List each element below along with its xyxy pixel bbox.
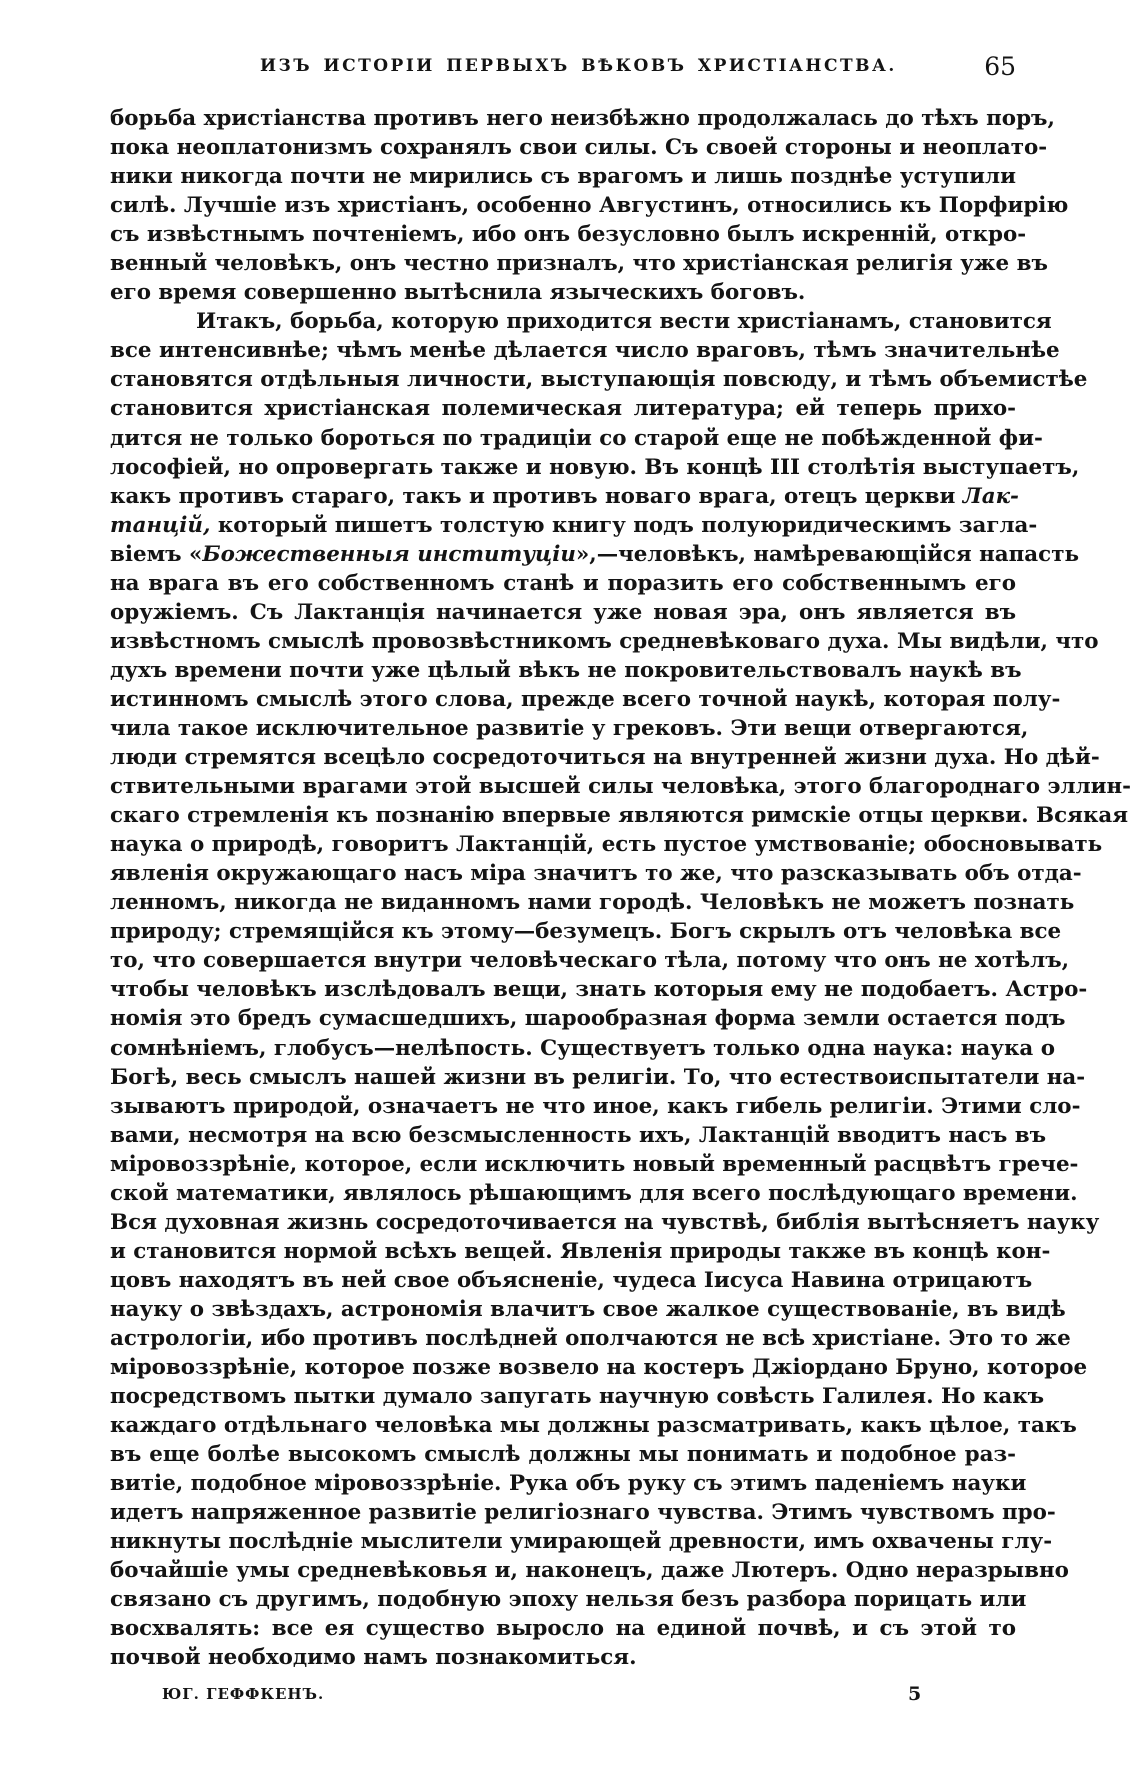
text-line: извѣстномъ смыслѣ провозвѣстникомъ средневѣковаго духа. Мы видѣли, что (110, 628, 1099, 654)
text-line: Итакъ, борьба, которую приходится вести христіанамъ, становится (196, 309, 1052, 335)
text-line: посредствомъ пытки думало запугать научную совѣсть Галилея. Но какъ (110, 1384, 1045, 1410)
text-line: и становится нормой всѣхъ вещей. Явленія природы также въ концѣ кон- (110, 1238, 1051, 1264)
text-line: віемъ «Божественныя институціи»,—человѣкъ, намѣревающійся напасть (110, 541, 1079, 567)
text-line: зываютъ природой, означаетъ не что иное, какъ гибель религіи. Этими сло- (110, 1093, 1081, 1119)
text-line: борьба христіанства противъ него неизбѣжно продолжалась до тѣхъ поръ, (110, 106, 1055, 131)
text-line: вами, несмотря на всю безсмысленность ихъ, Лактанцій вводитъ насъ въ (110, 1122, 1047, 1148)
text-line: дится не только бороться по традиціи со старой еще не побѣжденной фи- (110, 425, 1043, 451)
text-line: каждаго отдѣльнаго человѣка мы должны разсматривать, какъ цѣлое, такъ (110, 1413, 1077, 1439)
running-title: ИЗЪ ИСТОРІИ ПЕРВЫХЪ ВѢКОВЪ ХРИСТІАНСТВА. (260, 56, 897, 76)
text-line: венный человѣкъ, онъ честно призналъ, что христіанская религія уже въ (110, 251, 1048, 277)
text-line: ники никогда почти не мирились съ врагомъ и лишь позднѣе уступили (110, 164, 1016, 190)
page-footer (110, 1683, 1016, 1713)
emphasis: Лак- (962, 483, 1019, 509)
text-line: все интенсивнѣе; чѣмъ менѣе дѣлается число враговъ, тѣмъ значительнѣе (110, 338, 1060, 364)
body-text (110, 104, 1132, 1673)
text-line: его время совершенно вытѣснила языческихъ боговъ. (110, 280, 806, 306)
text-line: оружіемъ. Съ Лактанція начинается уже новая эра, онъ является въ (110, 599, 1016, 625)
text-line: явленія окружающаго насъ міра значитъ то же, что разсказывать объ отда- (110, 861, 1082, 887)
text-line: ской математики, являлось рѣшающимъ для всего послѣдующаго времени. (110, 1180, 1078, 1206)
text-line: духъ времени почти уже цѣлый вѣкъ не покровительствовалъ наукѣ въ (110, 657, 1022, 683)
text-line: скаго стремленія къ познанію впервые являются римскіе отцы церкви. Всякая (110, 803, 1129, 829)
text-line: восхвалять: все ея существо выросло на единой почвѣ, и съ этой то (110, 1616, 1016, 1642)
emphasis: танцій, (110, 512, 211, 538)
text-line: ствительными врагами этой высшей силы человѣка, этого благороднаго эллин- (110, 774, 1132, 800)
text-line: въ еще болѣе высокомъ смыслѣ должны мы понимать и подобное раз- (110, 1442, 1016, 1468)
page-number: 65 (984, 52, 1016, 81)
text-line: Богѣ, весь смыслъ нашей жизни въ религіи. То, что естествоиспытатели на- (110, 1064, 1086, 1090)
text-line: истинномъ смыслѣ этого слова, прежде всего точной наукѣ, которая полу- (110, 686, 1061, 712)
text-line: науку о звѣздахъ, астрономія влачитъ свое жалкое существованіе, въ видѣ (110, 1296, 1066, 1322)
text-line: витіе, подобное міровоззрѣніе. Рука объ руку съ этимъ паденіемъ науки (110, 1471, 1027, 1497)
text-line: бочайшіе умы средневѣковья и, наконецъ, даже Лютеръ. Одно неразрывно (110, 1558, 1069, 1584)
text-line: становятся отдѣльныя личности, выступающія повсюду, и тѣмъ объемистѣе (110, 367, 1088, 393)
text-line: астрологіи, ибо противъ послѣдней ополчаются не всѣ христіане. Это то же (110, 1325, 1071, 1351)
signature-mark: ЮГ. ГЕФФКЕНЪ. (162, 1685, 325, 1703)
text-line: идетъ напряженное развитіе религіознаго чувства. Этимъ чувствомъ про- (110, 1500, 1056, 1526)
text-line: пока неоплатонизмъ сохранялъ свои силы. Съ своей стороны и неоплато- (110, 135, 1048, 161)
text-line: никнуты послѣдніе мыслители умирающей древности, имъ охвачены глу- (110, 1529, 1053, 1555)
text-line: цовъ находятъ въ ней свое объясненіе, чудеса Іисуса Навина отрицаютъ (110, 1267, 1033, 1293)
text-line: силѣ. Лучшіе изъ христіанъ, особенно Августинъ, относились къ Порфирію (110, 193, 1069, 219)
text-line: съ извѣстнымъ почтеніемъ, ибо онъ безусловно былъ искренній, откро- (110, 222, 1027, 248)
running-head (110, 52, 1016, 82)
emphasis: Божественныя институціи (202, 541, 576, 567)
text-line: природу; стремящійся къ этому—безумецъ. Богъ скрылъ отъ человѣка все (110, 919, 1062, 945)
text-line: Вся духовная жизнь сосредоточивается на чувствѣ, библія вытѣсняетъ науку (110, 1209, 1100, 1235)
text-line: на врага въ его собственномъ станѣ и поразить его собственнымъ его (110, 570, 1016, 596)
text-line: становится христіанская полемическая литература; ей теперь прихо- (110, 396, 1016, 422)
text-line: чтобы человѣкъ изслѣдовалъ вещи, знать которыя ему не подобаетъ. Астро- (110, 977, 1088, 1003)
text-line: номія это бредъ сумасшедшихъ, шарообразная форма земли остается подъ (110, 1006, 1066, 1032)
text-line: наука о природѣ, говоритъ Лактанцій, есть пустое умствованіе; обосновывать (110, 832, 1103, 858)
text-line: люди стремятся всецѣло сосредоточиться на внутренней жизни духа. Но дѣй- (110, 745, 1100, 771)
text-line: чила такое исключительное развитіе у грековъ. Эти вещи отвергаются, (110, 715, 1029, 741)
text-line: танцій, который пишетъ толстую книгу подъ полуюридическимъ загла- (110, 512, 1038, 538)
text-line: то, что совершается внутри человѣческаго тѣла, потому что онъ не хотѣлъ, (110, 948, 1070, 974)
text-line: почвой необходимо намъ познакомиться. (110, 1645, 637, 1671)
sheet-number: 5 (908, 1683, 922, 1705)
text-line: связано съ другимъ, подобную эпоху нельзя безъ разбора порицать или (110, 1587, 1027, 1613)
text-line: какъ противъ стараго, такъ и противъ новаго врага, отецъ церкви Лак- (110, 483, 1019, 509)
text-line: ленномъ, никогда не виданномъ нами городѣ. Человѣкъ не можетъ познать (110, 890, 1075, 916)
text-line: лософіей, но опровергать также и новую. Въ концѣ III столѣтія выступаетъ, (110, 454, 1080, 480)
text-line: міровоззрѣніе, которое позже возвело на костеръ Джіордано Бруно, которое (110, 1355, 1088, 1381)
text-line: сомнѣніемъ, глобусъ—нелѣпость. Существуетъ только одна наука: наука о (110, 1035, 1055, 1061)
text-line: міровоззрѣніе, которое, если исключить новый временный расцвѣтъ грече- (110, 1151, 1079, 1177)
